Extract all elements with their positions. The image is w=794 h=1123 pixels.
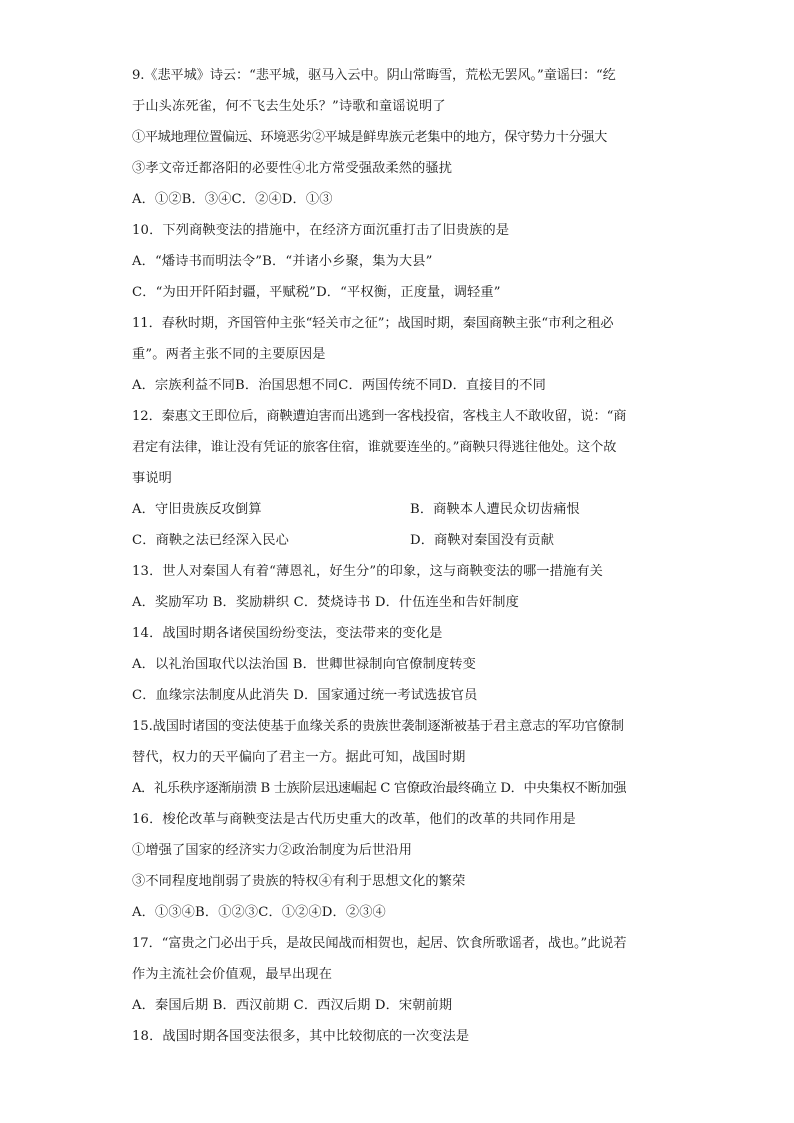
q13-options: A．奖励军功 B．奖励耕织 C．焚烧诗书 D．什伍连坐和告奸制度 <box>132 595 519 610</box>
q14-options-ab: A．以礼治国取代以法治国 B．世卿世禄制向官僚制度转变 <box>132 657 476 672</box>
q10-stem: 10．下列商鞅变法的措施中，在经济方面沉重打击了旧贵族的是 <box>132 223 510 238</box>
q11-stem-line-2: 重”。两者主张不同的主要原因是 <box>132 347 326 362</box>
q11-options: A．宗族利益不同B．治国思想不同C．两国传统不同D．直接目的不同 <box>132 378 546 393</box>
q16-statement-line-1: ①增强了国家的经济实力②政治制度为后世沿用 <box>132 843 413 858</box>
q17-stem-line-1: 17．“富贵之门必出于兵，是故民闻战而相贺也，起居、饮食所歌谣者，战也。”此说若 <box>132 936 627 951</box>
q16-stem: 16．梭伦改革与商鞅变法是古代历史重大的改革，他们的改革的共同作用是 <box>132 812 576 827</box>
q13-stem: 13．世人对秦国人有着“薄恩礼，好生分”的印象，这与商鞅变法的哪一措施有关 <box>132 564 603 579</box>
q12-option-c: C．商鞅之法已经深入民心 <box>132 533 289 548</box>
q12-stem-line-1: 12．秦惠文王即位后，商鞅遭迫害而出逃到一客栈投宿，客栈主人不敢收留，说：“商 <box>132 409 627 424</box>
q12-option-a: A．守旧贵族反攻倒算 <box>132 502 262 517</box>
q15-options: A．礼乐秩序逐渐崩溃 B 士族阶层迅速崛起 C 官僚政治最终确立 D．中央集权不断加强 <box>132 781 627 796</box>
q18-stem: 18．战国时期各国变法很多，其中比较彻底的一次变法是 <box>132 1029 470 1044</box>
q12-stem-line-2: 君定有法律，谁让没有凭证的旅客住宿，谁就要连坐的。”商鞅只得逃往他处。这个故 <box>132 440 617 455</box>
q14-options-cd: C．血缘宗法制度从此消失 D．国家通过统一考试选拔官员 <box>132 688 478 703</box>
q10-options-ab: A．“燔诗书而明法令”B．“并诸小乡聚，集为大县” <box>132 254 433 269</box>
q15-stem-line-1: 15.战国时诸国的变法使基于血缘关系的贵族世袭制逐渐被基于君主意志的军功官僚制 <box>132 719 624 734</box>
q12-stem-line-3: 事说明 <box>132 471 173 486</box>
q9-stem-line-2: 于山头冻死雀，何不飞去生处乐？”诗歌和童谣说明了 <box>132 99 446 114</box>
q16-options: A．①③④B．①②③C．①②④D．②③④ <box>132 905 386 920</box>
q16-statement-line-2: ③不同程度地削弱了贵族的特权④有利于思想文化的繁荣 <box>132 874 466 889</box>
q14-stem: 14．战国时期各诸侯国纷纷变法，变法带来的变化是 <box>132 626 443 641</box>
q17-stem-line-2: 作为主流社会价值观，最早出现在 <box>132 967 333 982</box>
q17-options: A．秦国后期 B．西汉前期 C．西汉后期 D．宋朝前期 <box>132 998 453 1013</box>
q11-stem-line-1: 11．春秋时期，齐国管仲主张“轻关市之征”；战国时期，秦国商鞅主张“市利之租必 <box>132 316 614 331</box>
q9-options: A．①②B．③④C．②④D．①③ <box>132 192 333 207</box>
q12-options-row-2 <box>132 531 672 551</box>
q12-options-row-1 <box>132 500 672 520</box>
q9-statement-line-2: ③孝文帝迁都洛阳的必要性④北方常受强敌柔然的骚扰 <box>132 161 453 176</box>
q15-stem-line-2: 替代，权力的天平偏向了君主一方。据此可知，战国时期 <box>132 750 466 765</box>
q12-option-b: B．商鞅本人遭民众切齿痛恨 <box>410 502 580 517</box>
q9-statement-line-1: ①平城地理位置偏远、环境恶劣②平城是鲜卑族元老集中的地方，保守势力十分强大 <box>132 130 607 145</box>
q9-stem-line-1: 9.《悲平城》诗云：“悲平城，驱马入云中。阴山常晦雪，荒松无罢风。”童谣曰：“纥 <box>132 68 616 83</box>
q10-options-cd: C．“为田开阡陌封疆，平赋税”D．“平权衡，正度量，调轻重” <box>132 285 501 300</box>
q12-option-d: D．商鞅对秦国没有贡献 <box>410 533 555 548</box>
